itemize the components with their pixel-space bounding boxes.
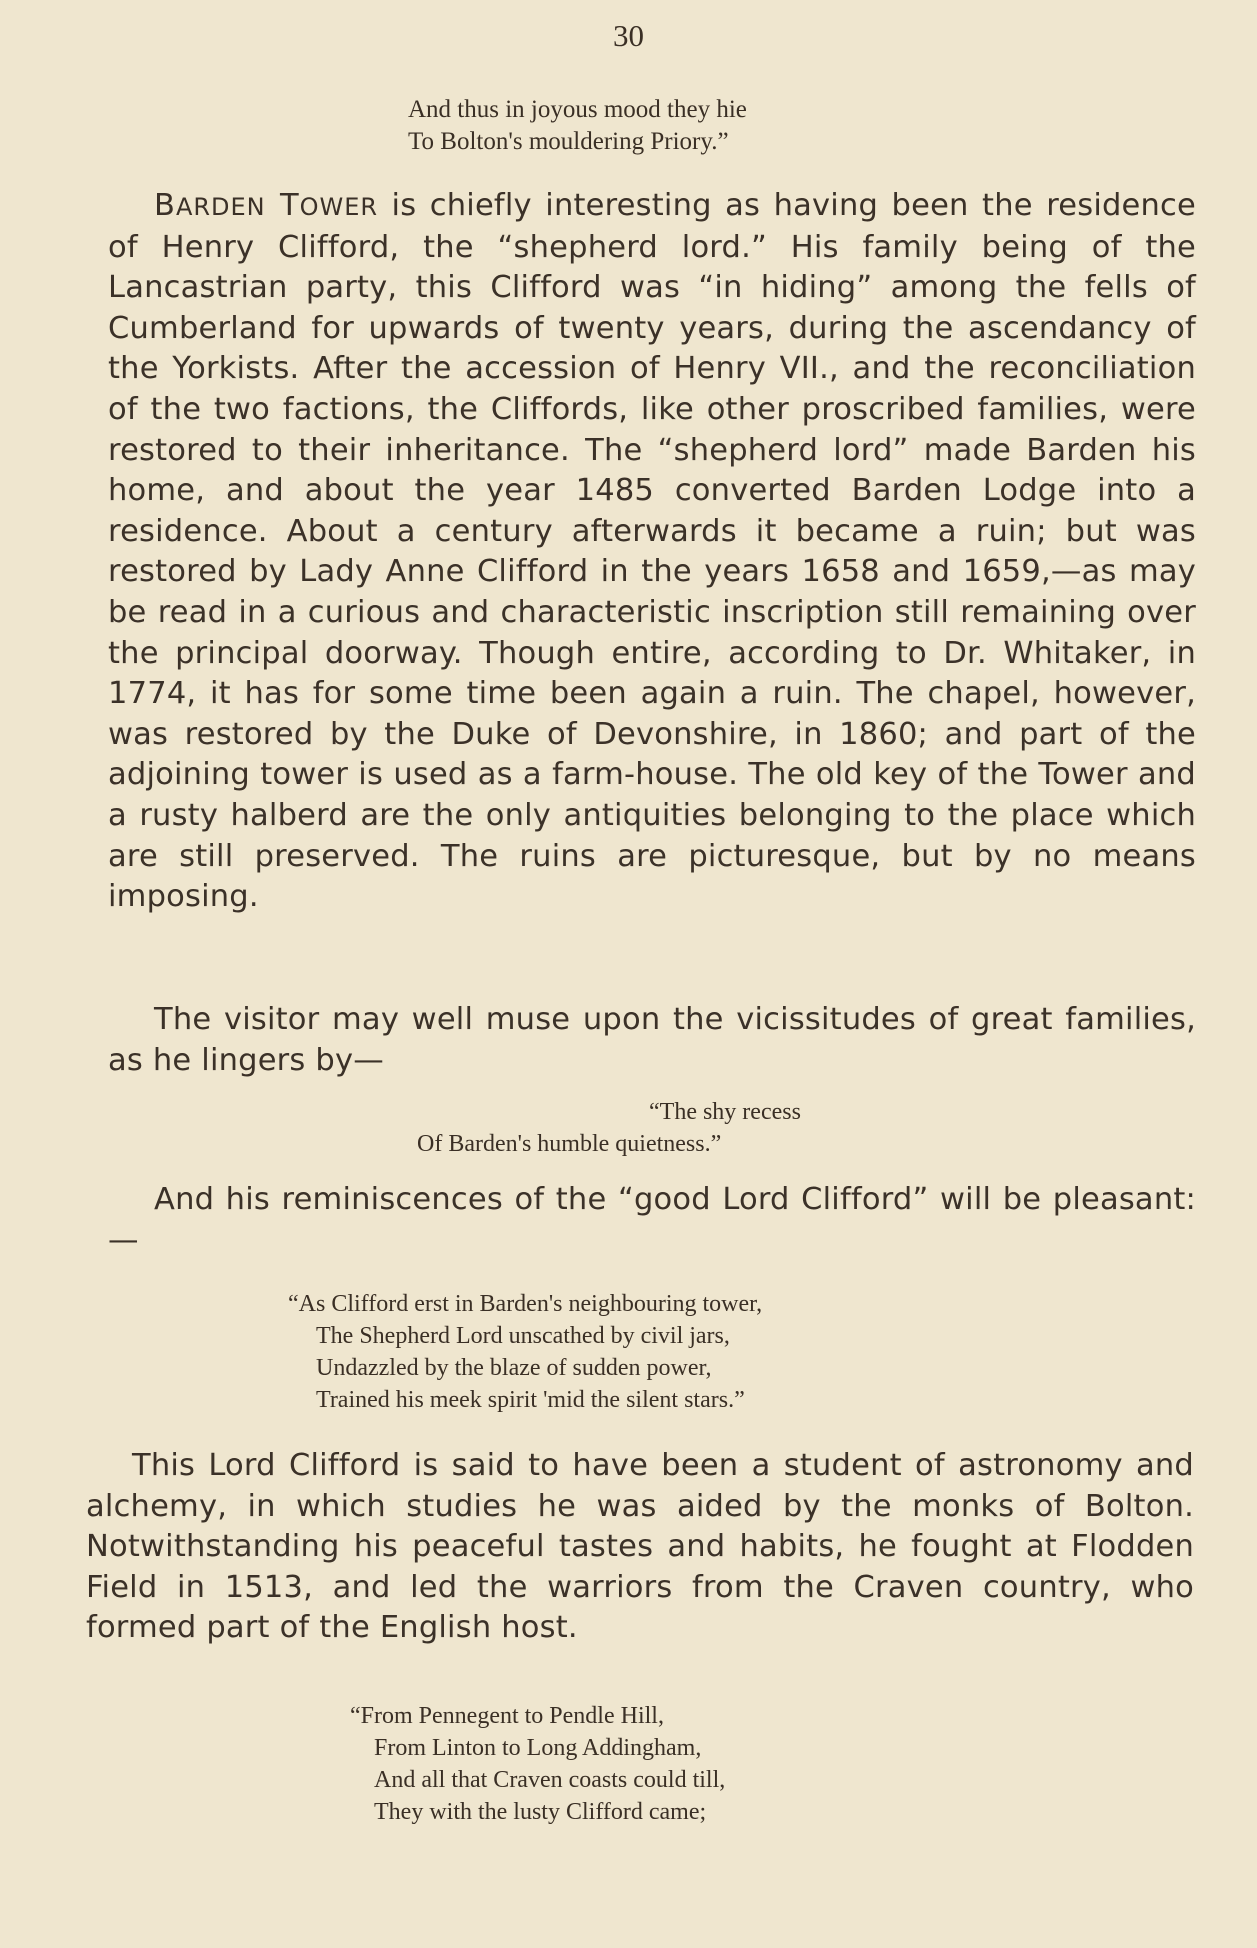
paragraph-text: This Lord Clifford is said to have been a student of astronomy and alchemy, in which studies he was aided by the monks of Bolton. Notwithstanding his peaceful tastes and habits, he fought at Flodden Field in 1513, and led the warriors from the Craven country, who formed part of the English host. bbox=[86, 1448, 1194, 1646]
page-number: 30 bbox=[613, 18, 644, 53]
verse-line: Trained his meek spirit 'mid the silent stars.” bbox=[316, 1387, 745, 1413]
verse-line: Of Barden's humble quietness.” bbox=[417, 1131, 722, 1157]
paragraph-text: is chiefly interesting as having been the residence of Henry Clifford, the “shepherd lord.” His family being of the Lancastrian party, this Clifford was “in hiding” among the fells of Cumberland for upwards of twenty years, during the ascendancy of the Yorkists. After the accession of Henry VII., and the reconciliation of the two factions, the Cliffords, like other proscribed families, were restored to their inheritance. The “shepherd lord” made Barden his home, and about the year 1485 converted Barden Lodge into a residence. About a century afterwards it became a ruin; but was restored by Lady Anne Clifford in the years 1658 and 1659,—as may be read in a curious and characteristic inscription still remaining over the principal doorway. Though entire, according to Dr. Whitaker, in 1774, it has for some time been again a ruin. The chapel, however, was restored by the Duke of Devonshire, in 1860; and part of the adjoining tower is used as a farm-house. The old key of the Tower and a rusty halberd are the only antiquities belonging to the place which are still preserved. The ruins are picturesque, but by no means imposing. bbox=[108, 188, 1196, 915]
verse-line: Undazzled by the blaze of sudden power, bbox=[316, 1355, 712, 1381]
paragraph-barden-tower bbox=[108, 186, 1196, 918]
paragraph-visitor bbox=[108, 1000, 1196, 1081]
verse-line: They with the lusty Clifford came; bbox=[374, 1799, 707, 1825]
paragraph-lord-clifford bbox=[86, 1446, 1194, 1649]
verse-shy-recess bbox=[417, 1096, 801, 1160]
lead-words: BARDEN TOWER bbox=[154, 188, 379, 223]
verse-craven bbox=[350, 1700, 725, 1828]
verse-line: And all that Craven coasts could till, bbox=[374, 1767, 726, 1793]
paragraph-text: The visitor may well muse upon the vicissitudes of great families, as he lingers by— bbox=[108, 1002, 1196, 1078]
verse-shepherd-lord bbox=[288, 1288, 762, 1416]
verse-line: And thus in joyous mood they hie bbox=[408, 96, 747, 123]
verse-line: The Shepherd Lord unscathed by civil jars, bbox=[316, 1323, 730, 1349]
opening-verse bbox=[408, 94, 747, 158]
paragraph-text: And his reminiscences of the “good Lord Clifford” will be pleasant:— bbox=[108, 1182, 1196, 1258]
paragraph-reminiscences bbox=[108, 1180, 1196, 1261]
verse-line: “As Clifford erst in Barden's neighbouring tower, bbox=[288, 1291, 763, 1317]
verse-line: From Linton to Long Addingham, bbox=[374, 1735, 702, 1761]
verse-line: “From Pennegent to Pendle Hill, bbox=[350, 1703, 664, 1729]
verse-line: “The shy recess bbox=[649, 1099, 801, 1125]
verse-line: To Bolton's mouldering Priory.” bbox=[408, 128, 729, 155]
